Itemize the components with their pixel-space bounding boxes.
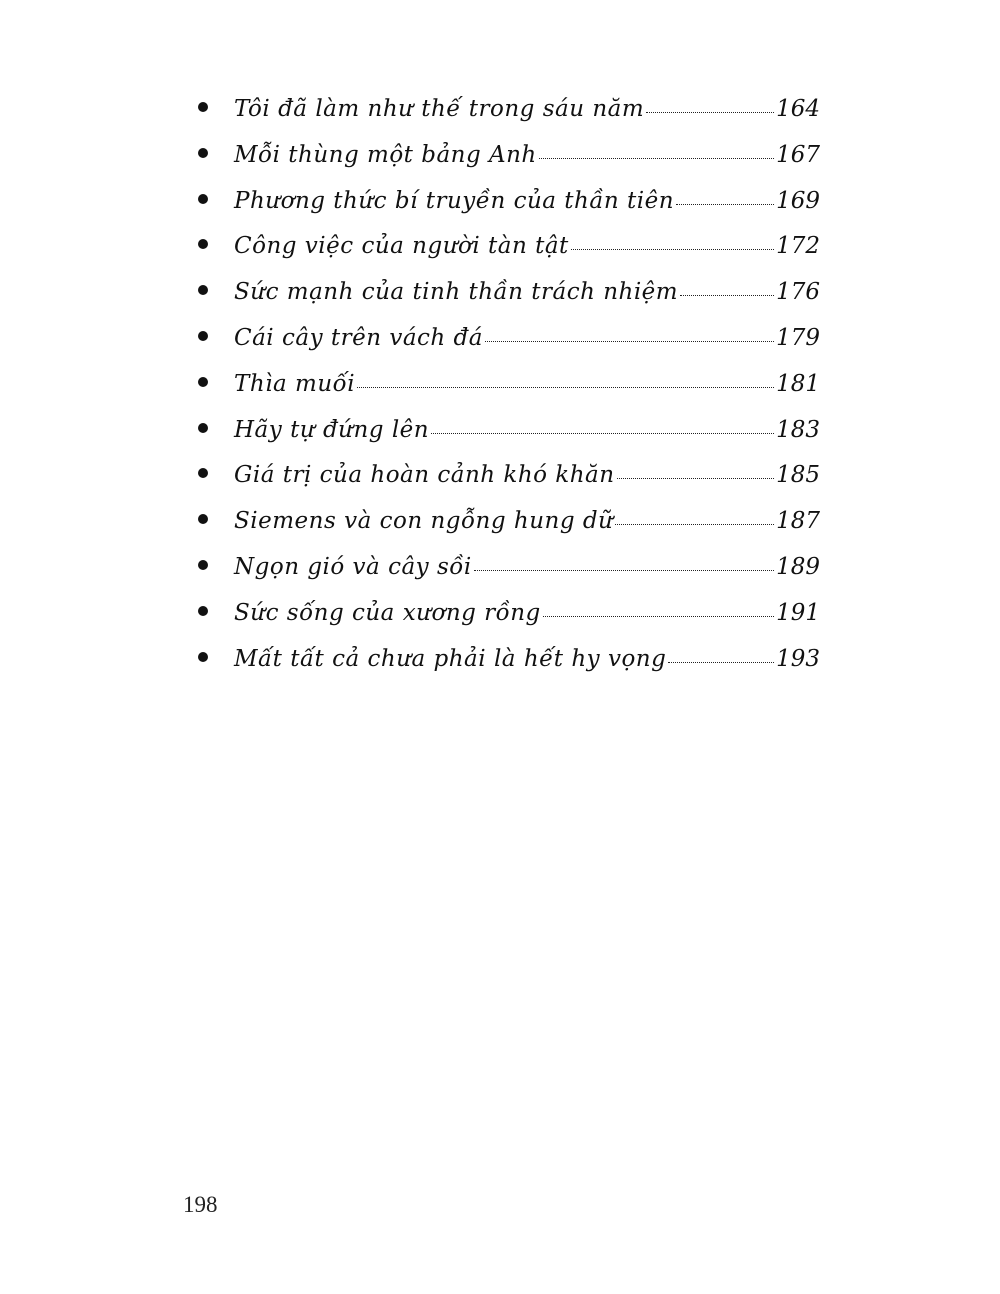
toc-entry-page: 167: [776, 141, 820, 168]
bullet-icon: [198, 468, 208, 478]
toc-entry-title: Mỗi thùng một bảng Anh: [234, 141, 537, 168]
dot-leader: [485, 341, 774, 342]
toc-entry: [198, 371, 820, 417]
dot-leader: [571, 249, 774, 250]
bullet-icon: [198, 285, 208, 295]
dot-leader: [676, 204, 774, 205]
toc-entry-title: Giá trị của hoàn cảnh khó khăn: [234, 462, 615, 489]
toc-entry-page: 185: [776, 462, 820, 489]
bullet-icon: [198, 560, 208, 570]
bullet-icon: [198, 194, 208, 204]
toc-entry-title: Công việc của người tàn tật: [234, 233, 569, 260]
toc-entry-page: 172: [776, 233, 820, 260]
toc-entry-page: 193: [776, 645, 820, 672]
toc-entry-page: 179: [776, 324, 820, 351]
bullet-icon: [198, 652, 208, 662]
toc-entry-page: 189: [776, 553, 820, 580]
toc-entry: [198, 142, 820, 188]
bullet-icon: [198, 102, 208, 112]
bullet-icon: [198, 239, 208, 249]
bullet-icon: [198, 606, 208, 616]
toc-entry: [198, 233, 820, 279]
toc-entry-title: Sức mạnh của tinh thần trách nhiệm: [234, 279, 679, 306]
dot-leader: [668, 662, 774, 663]
toc-entry: [198, 600, 820, 646]
toc-entry-title: Tôi đã làm như thế trong sáu năm: [234, 96, 645, 122]
toc-entry: [198, 96, 820, 142]
dot-leader: [617, 478, 775, 479]
dot-leader: [431, 433, 774, 434]
toc-entry: [198, 462, 820, 508]
dot-leader: [543, 616, 774, 617]
bullet-icon: [198, 377, 208, 387]
toc-entry-title: Mất tất cả chưa phải là hết hy vọng: [234, 645, 667, 672]
toc-entry: [198, 188, 820, 234]
toc-entry: [198, 279, 820, 325]
toc-entry-title: Ngọn gió và cây sồi: [234, 553, 472, 580]
toc-entry-page: 176: [776, 279, 820, 306]
toc-entry-title: Sức sống của xương rồng: [234, 599, 541, 626]
dot-leader: [646, 112, 774, 113]
bullet-icon: [198, 331, 208, 341]
toc-entry-page: 183: [776, 416, 820, 443]
toc-entry-page: 187: [776, 508, 820, 535]
toc-entry-title: Thìa muối: [234, 370, 356, 397]
dot-leader: [680, 295, 774, 296]
toc-entry-title: Siemens và con ngỗng hung dữ: [234, 508, 614, 535]
toc-entry-title: Hãy tự đứng lên: [234, 416, 430, 443]
toc-entry: [198, 646, 820, 692]
toc-entry: [198, 325, 820, 371]
toc-entry: [198, 554, 820, 600]
bullet-icon: [198, 514, 208, 524]
dot-leader: [615, 524, 774, 525]
table-of-contents: [198, 96, 820, 691]
toc-entry-page: 181: [776, 370, 820, 397]
page-number: 198: [183, 1192, 218, 1217]
toc-entry: [198, 417, 820, 463]
bullet-icon: [198, 423, 208, 433]
dot-leader: [357, 387, 774, 388]
dot-leader: [474, 570, 774, 571]
toc-entry-page: 164: [776, 96, 820, 122]
toc-entry-page: 191: [776, 599, 820, 626]
toc-entry-title: Cái cây trên vách đá: [234, 324, 483, 351]
toc-entry-title: Phương thức bí truyền của thần tiên: [234, 187, 675, 214]
bullet-icon: [198, 148, 208, 158]
toc-entry-page: 169: [776, 187, 820, 214]
toc-entry: [198, 508, 820, 554]
dot-leader: [539, 158, 774, 159]
